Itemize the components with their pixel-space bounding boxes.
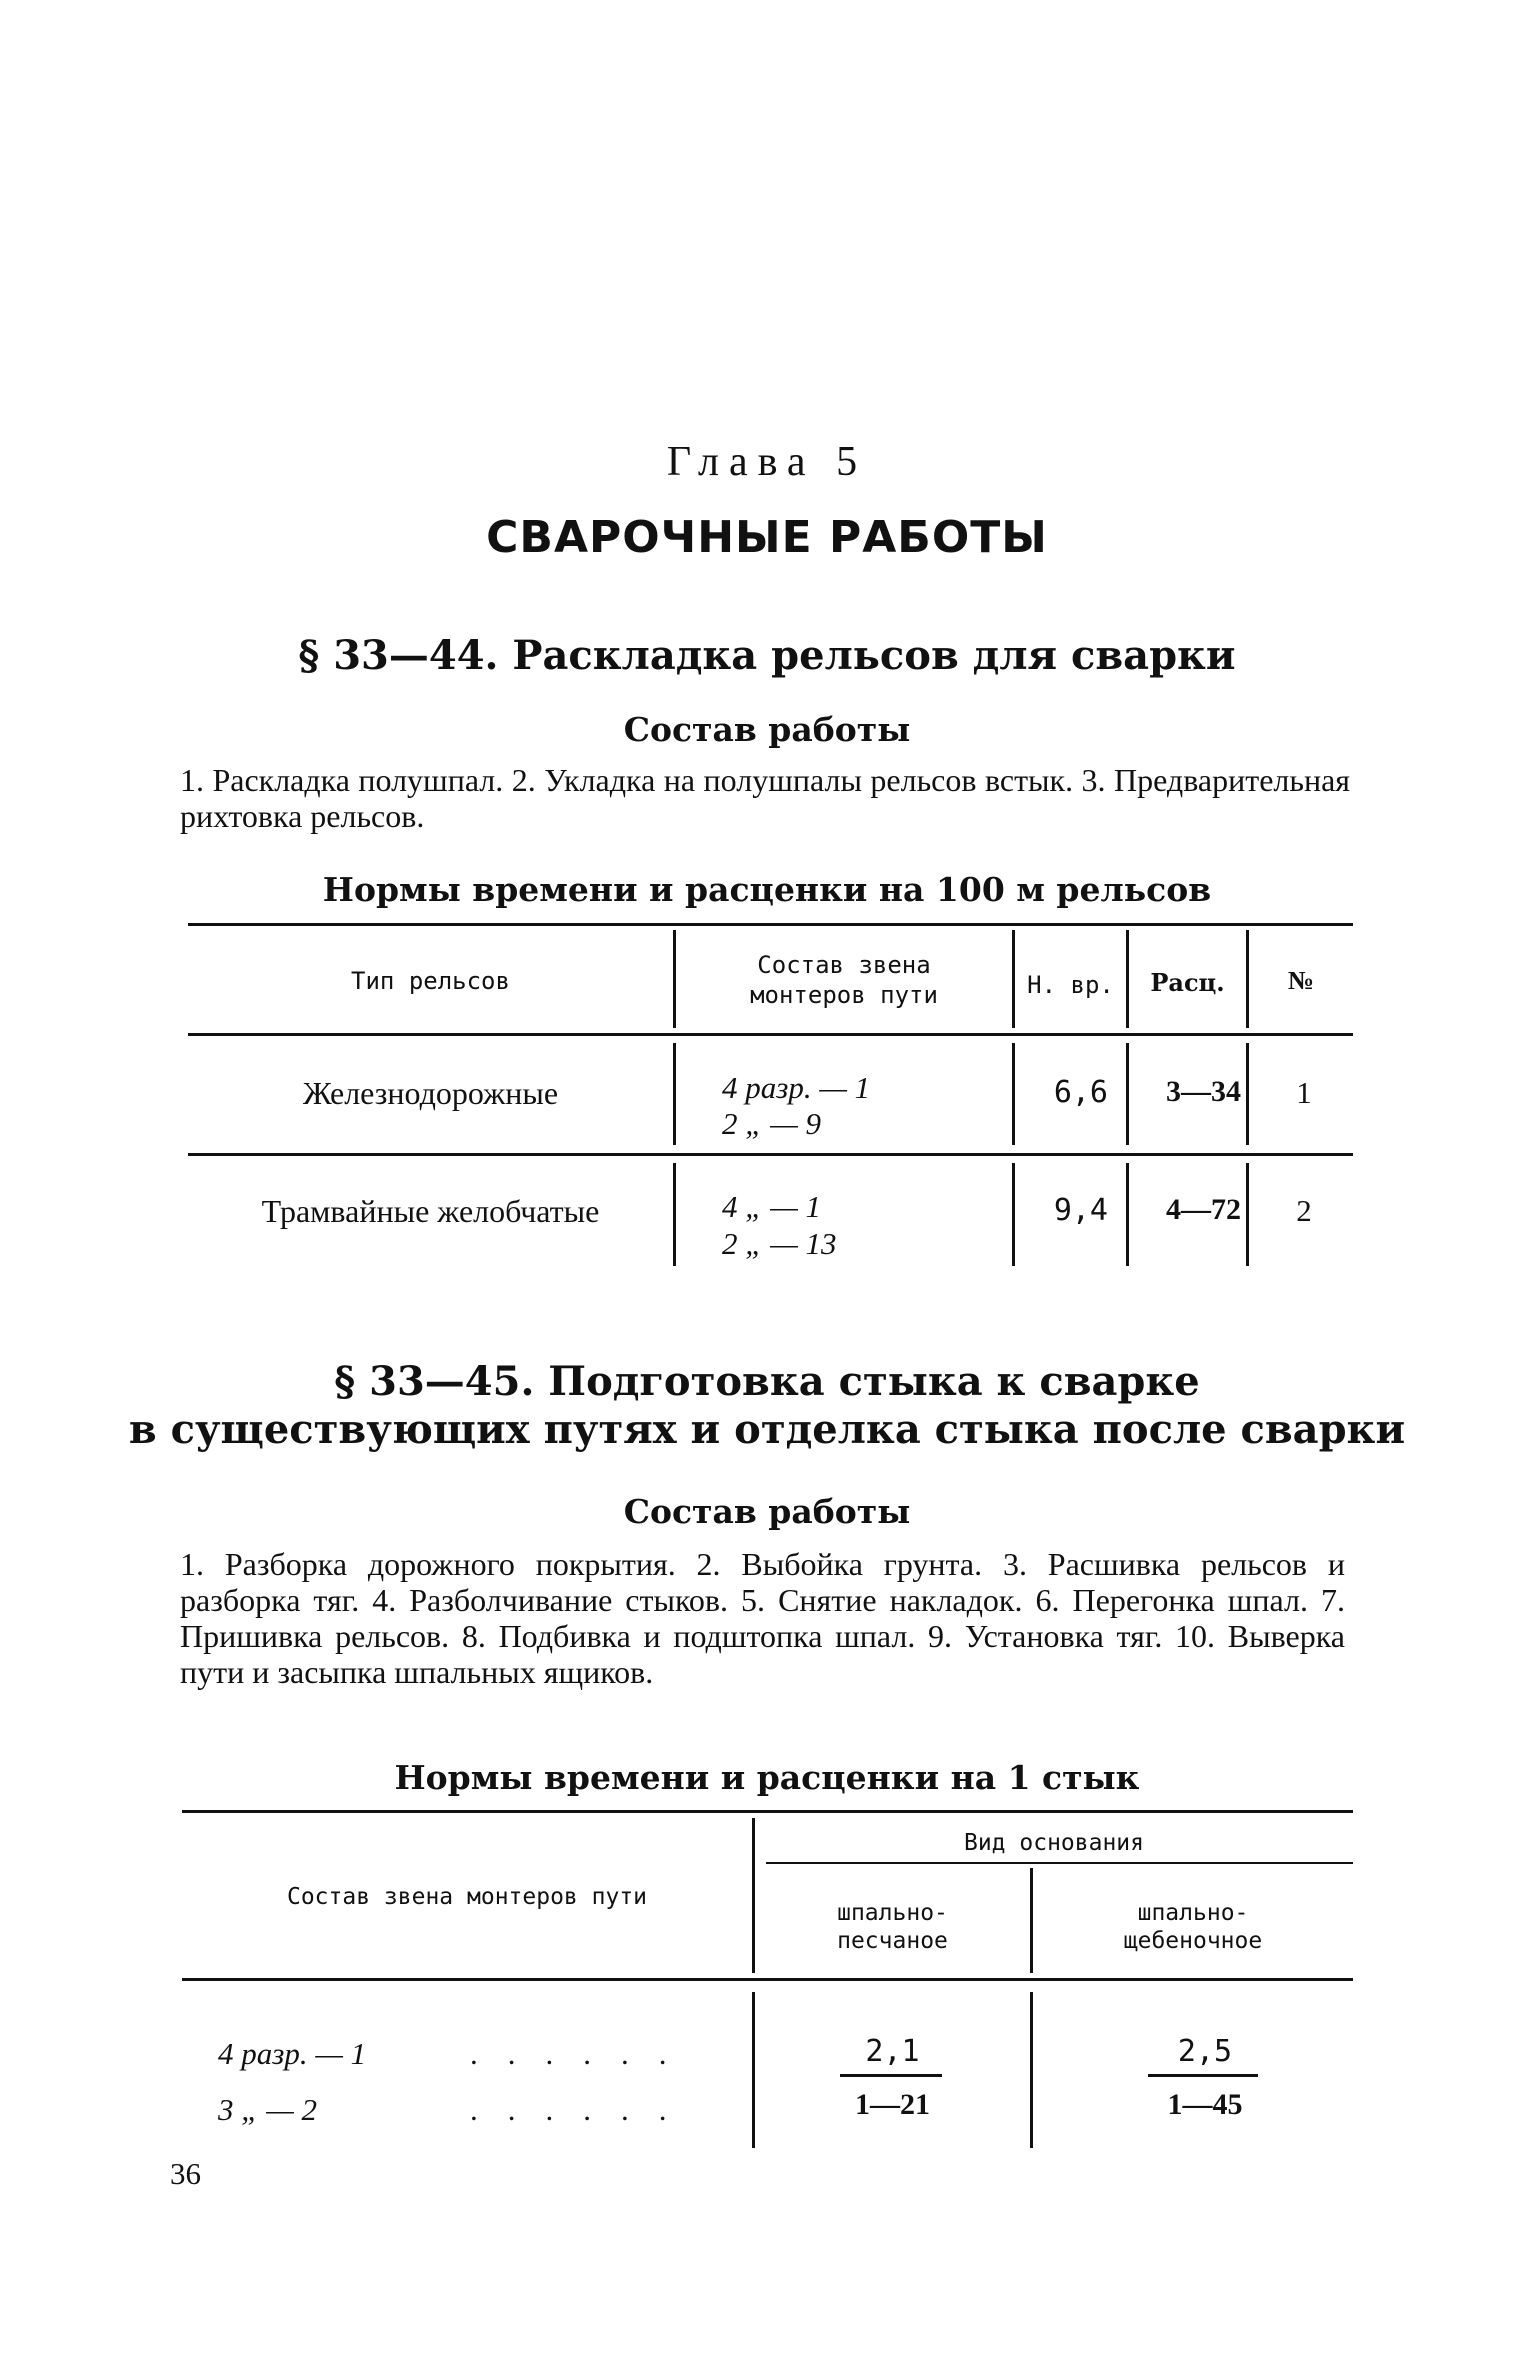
leader-dots: ...... (470, 2036, 697, 2071)
col-header-crew: Состав звена монтеров пути (286, 1884, 648, 1910)
col-header-base-type: Вид основания (963, 1830, 1144, 1856)
table-row-crew-line2: 2 „ — 9 (722, 1106, 822, 1141)
table-title-33-45: Нормы времени и расценки на 1 стык (394, 1758, 1140, 1797)
table-row-crew-line1: 4 „ — 1 (722, 1189, 822, 1224)
col-header-sand-line2: песчаное (837, 1928, 948, 1954)
table-row-number: 2 (1296, 1193, 1312, 1228)
table-row-norm: 6,6 (1053, 1075, 1108, 1110)
table-row-number: 1 (1296, 1075, 1312, 1110)
table-row-type: Железнодорожные (302, 1075, 559, 1111)
work-composition-text: 1. Раскладка полушпал. 2. Укладка на полушпалы рельсов встык. 3. Предварительная рихтовка рельсов. (180, 762, 1350, 834)
table-row-type: Трамвайные желобчатые (261, 1193, 600, 1229)
col-header-rail-type: Тип рельсов (351, 967, 510, 995)
table-row-rate: 4—72 (1166, 1193, 1241, 1226)
col-header-crew-line2: монтеров пути (750, 981, 938, 1009)
table-row-crew-line2: 2 „ — 13 (722, 1226, 837, 1261)
crew-row: 4 разр. — 1 (218, 2036, 367, 2071)
col-header-gravel-line2: щебеночное (1123, 1928, 1263, 1954)
section-heading-33-45-line2: в существующих путях и отделка стыка после сварки (128, 1406, 1406, 1453)
work-composition-title: Состав работы (623, 1492, 911, 1531)
col-header-crew-line1: Состав звена (757, 951, 931, 979)
rate-value: 1—45 (1167, 2088, 1243, 2121)
col-header-number: № (1287, 966, 1315, 995)
norm-value: 2,1 (865, 2034, 920, 2069)
chapter-label: Глава 5 (666, 439, 868, 485)
chapter-title: СВАРОЧНЫЕ РАБОТЫ (486, 512, 1048, 563)
col-header-gravel-line1: шпально- (1137, 1900, 1249, 1926)
work-composition-title: Состав работы (623, 710, 911, 749)
table-title-33-44: Нормы времени и расценки на 100 м рельсов (322, 870, 1212, 909)
col-header-rate: Расц. (1150, 968, 1225, 997)
col-header-norm: Н. вр. (1027, 971, 1114, 999)
table-row-norm: 9,4 (1053, 1193, 1108, 1228)
section-heading-33-44: § 33—44. Раскладка рельсов для сварки (298, 632, 1236, 679)
crew-row: 3 „ — 2 (218, 2092, 318, 2127)
table-row-rate: 3—34 (1166, 1075, 1241, 1108)
norm-value: 2,5 (1177, 2034, 1233, 2069)
col-header-sand-line1: шпально- (837, 1900, 948, 1926)
rate-value: 1—21 (855, 2088, 930, 2121)
page-number: 36 (170, 2156, 201, 2191)
table-row-crew-line1: 4 разр. — 1 (722, 1070, 871, 1105)
section-heading-33-45-line1: § 33—45. Подготовка стыка к сварке (334, 1358, 1200, 1405)
work-composition-text: 1. Разборка дорожного покрытия. 2. Выбойка грунта. 3. Расшивка рельсов и разборка тяг. 4. Разболчивание стыков. 5. Снятие накладок. 6. Перегонка шпал. 7. Пришивка рельсов. 8. Подбивка и подштопка шпал. 9. Установка тяг. 10. Выверка пути и засыпка шпальных ящиков. (180, 1546, 1345, 1690)
leader-dots: ...... (470, 2092, 697, 2127)
